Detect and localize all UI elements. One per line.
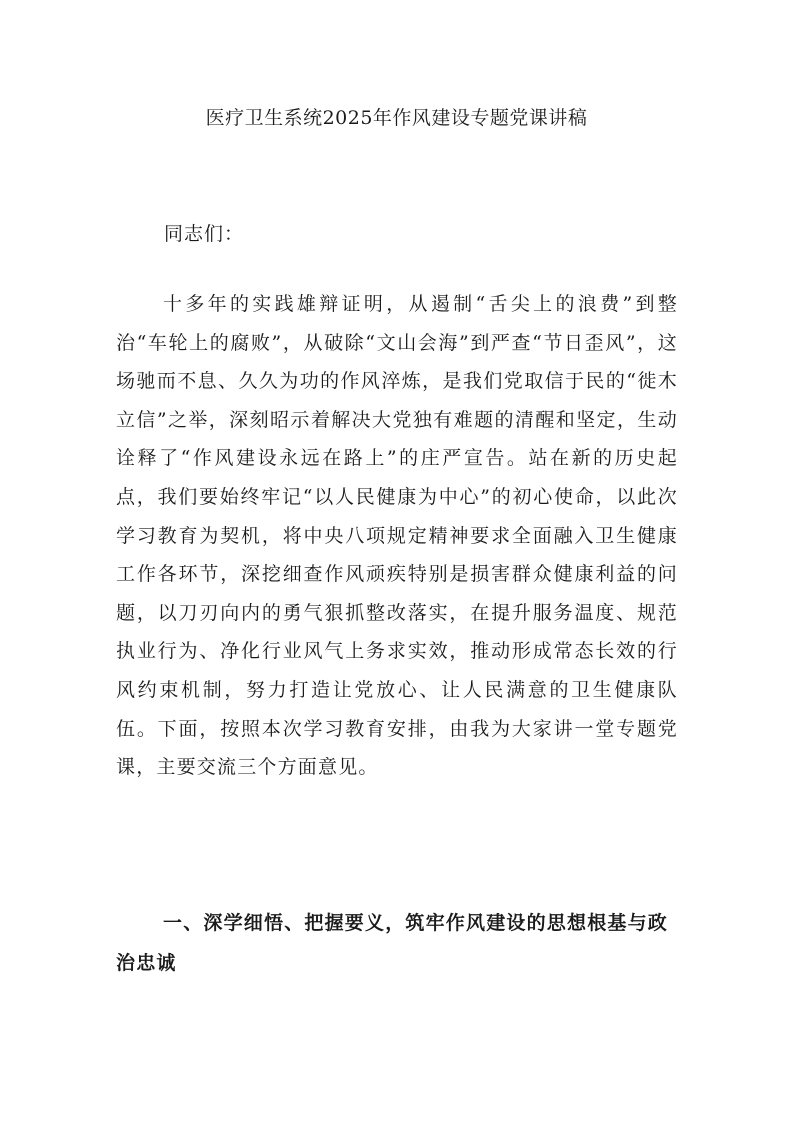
section-heading: 一、深学细悟、把握要义，筑牢作风建设的思想根基与政治忠诚 (116, 912, 669, 974)
document-title: 医疗卫生系统2025年作风建设专题党课讲稿 (205, 107, 588, 129)
body-paragraph: 十多年的实践雄辩证明，从遏制“舌尖上的浪费”到整治“车轮上的腐败”，从破除“文山会海”到严查“节日歪风”，这场驰而不息、久久为功的作风淬炼，是我们党取信于民的“徙木立信”之举，深刻昭示着解决大党独有难题的清醒和坚定，生动诠释了“作风建设永远在路上”的庄严宣告。站在新的历史起点，我们要始终牢记“以人民健康为中心”的初心使命，以此次学习教育为契机，将中央八项规定精神要求全面融入卫生健康工作各环节，深挖细查作风顽疾特别是损害群众健康利益的问题，以刀刃向内的勇气狠抓整改落实，在提升服务温度、规范执业行为、净化行业风气上务求实效，推动形成常态长效的行风约束机制，努力打造让党放心、让人民满意的卫生健康队伍。下面，按照本次学习教育安排，由我为大家讲一堂专题党课，主要交流三个方面意见。 (116, 293, 678, 779)
salutation: 同志们： (164, 223, 245, 245)
